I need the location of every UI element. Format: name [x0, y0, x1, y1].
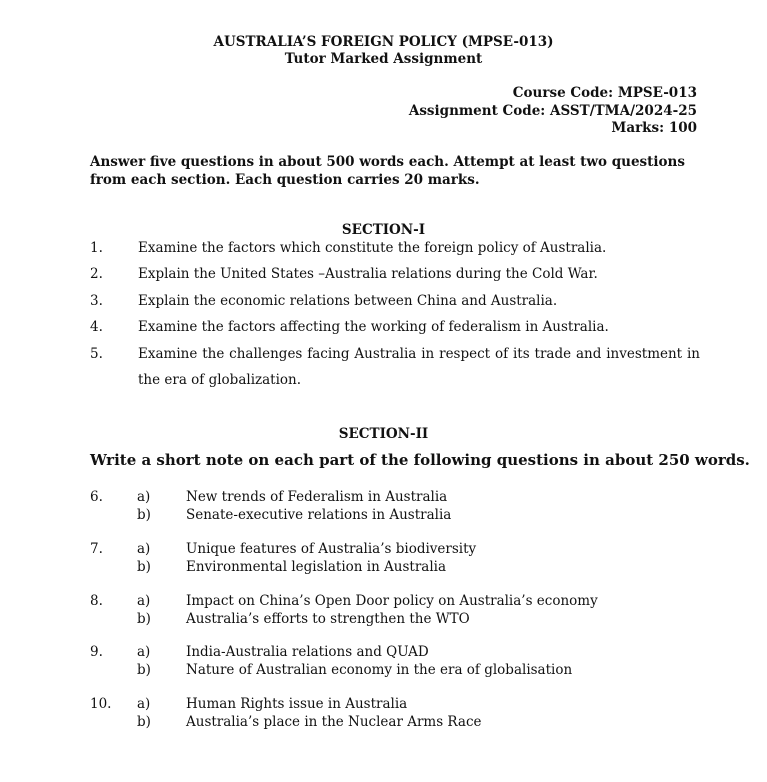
part-b-text: Nature of Australian economy in the era of globalisation: [186, 661, 573, 678]
marks: Marks: 100: [611, 120, 697, 136]
part-b-label: b): [137, 713, 151, 730]
question-number: 2.: [90, 266, 103, 282]
section-1-heading: SECTION-I: [341, 222, 426, 238]
course-code: Course Code: MPSE-013: [512, 85, 697, 101]
question-number: 7.: [90, 541, 103, 557]
part-a-label: a): [137, 644, 151, 660]
part-a-text: New trends of Federalism in Australia: [186, 489, 448, 505]
question-text: Examine the challenges facing Australia in respect of its trade and investment in the era of globalization.: [138, 346, 700, 388]
question-text: Examine the factors affecting the working of federalism in Australia.: [138, 319, 609, 335]
part-b-text: Australia’s place in the Nuclear Arms Race: [186, 713, 482, 730]
part-b-text: Environmental legislation in Australia: [186, 558, 447, 575]
question-number: 10.: [90, 696, 112, 712]
document-title: AUSTRALIA’S FOREIGN POLICY (MPSE-013): [213, 34, 554, 50]
question-text: Explain the United States –Australia relations during the Cold War.: [138, 266, 598, 282]
question-number: 8.: [90, 593, 103, 609]
question-number: 4.: [90, 319, 103, 335]
general-instructions: Answer five questions in about 500 words each. Attempt at least two questions from each section. Each question carries 20 marks.: [90, 154, 685, 188]
question-number: 6.: [90, 489, 103, 505]
part-a-text: India-Australia relations and QUAD: [186, 644, 429, 660]
question-number: 5.: [90, 346, 103, 362]
part-a-text: Unique features of Australia’s biodiversity: [186, 541, 477, 557]
question-number: 9.: [90, 644, 103, 660]
question-text: Explain the economic relations between China and Australia.: [138, 293, 558, 309]
document-subtitle: Tutor Marked Assignment: [284, 51, 483, 67]
assignment-code: Assignment Code: ASST/TMA/2024-25: [408, 103, 697, 119]
part-b-label: b): [137, 610, 151, 627]
part-a-label: a): [137, 696, 151, 712]
part-b-text: Australia’s efforts to strengthen the WTO: [186, 610, 470, 627]
question-number: 3.: [90, 293, 103, 309]
part-a-label: a): [137, 541, 151, 557]
part-a-text: Human Rights issue in Australia: [186, 696, 408, 712]
section-2-instruction: Write a short note on each part of the following questions in about 250 words.: [90, 451, 750, 469]
part-a-text: Impact on China’s Open Door policy on Australia’s economy: [186, 593, 598, 609]
part-b-label: b): [137, 506, 151, 523]
question-number: 1.: [90, 240, 103, 256]
part-a-label: a): [137, 593, 151, 609]
section-2-heading: SECTION-II: [338, 426, 429, 442]
part-b-label: b): [137, 661, 151, 678]
part-b-label: b): [137, 558, 151, 575]
part-b-text: Senate-executive relations in Australia: [186, 506, 452, 523]
question-text: Examine the factors which constitute the foreign policy of Australia.: [138, 240, 607, 256]
part-a-label: a): [137, 489, 151, 505]
